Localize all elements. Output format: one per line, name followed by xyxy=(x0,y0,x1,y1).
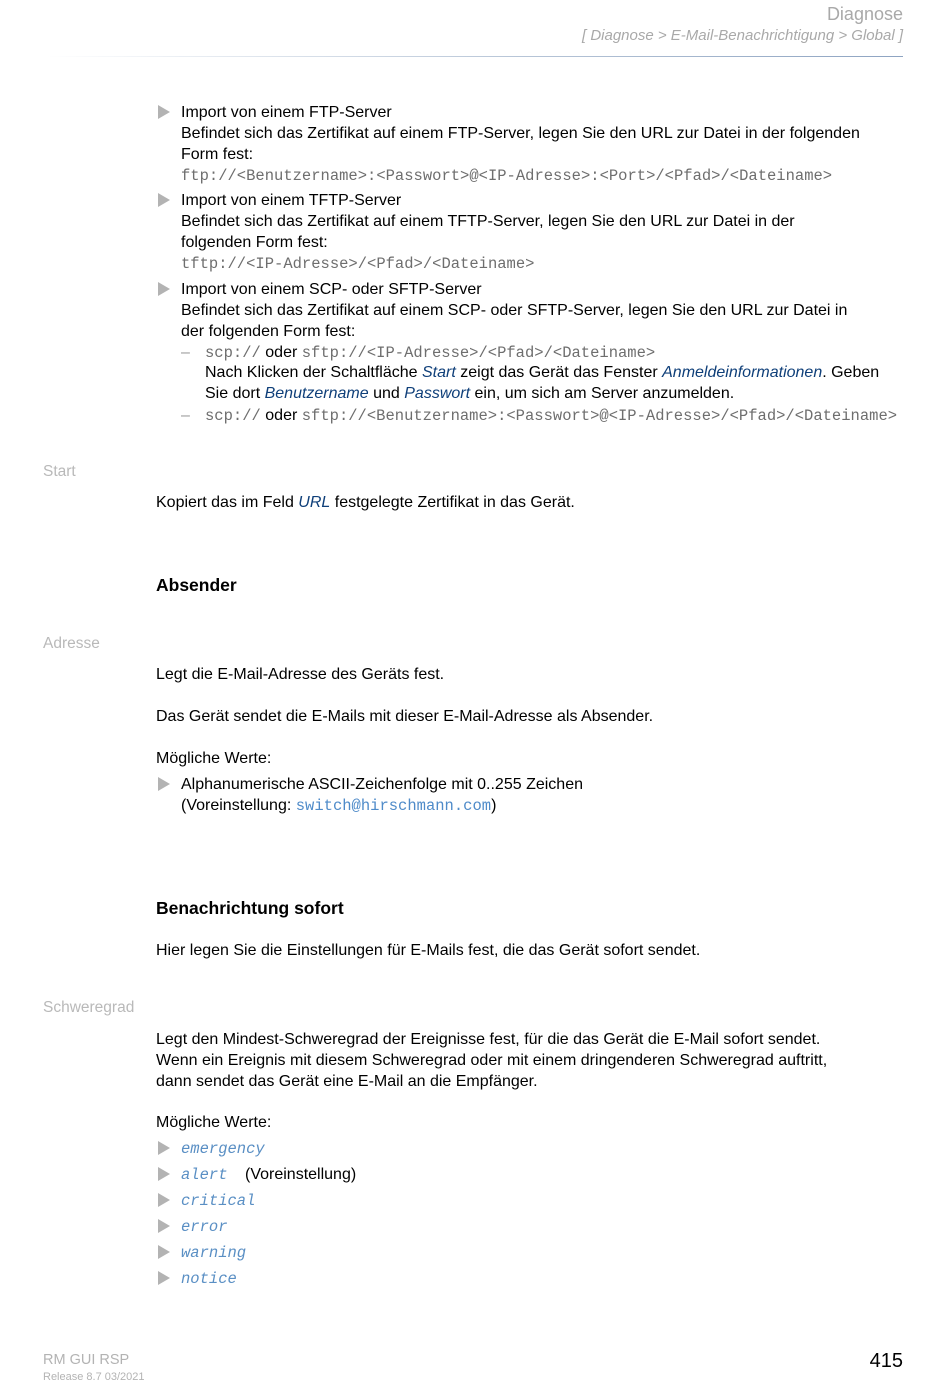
absender-heading: Absender xyxy=(156,575,237,595)
start-description: Kopiert das im Feld URL festgelegte Zertifikat in das Gerät. xyxy=(156,494,575,511)
footer-release: Release 8.7 03/2021 xyxy=(43,1371,145,1383)
ftp-desc-2: Form fest: xyxy=(181,146,254,163)
scp-title: Import von einem SCP- oder SFTP-Server xyxy=(181,281,482,298)
ftp-title: Import von einem FTP-Server xyxy=(181,104,392,121)
tftp-desc-2: folgenden Form fest: xyxy=(181,234,328,251)
ftp-code: ftp://<Benutzername>:<Passwort>@<IP-Adresse>:<Port>/<Pfad>/<Dateiname> xyxy=(181,167,833,185)
bullet-triangle-icon xyxy=(158,1193,170,1207)
tftp-title: Import von einem TFTP-Server xyxy=(181,192,402,209)
page-section-title: Diagnose xyxy=(826,4,903,24)
bullet-triangle-icon xyxy=(158,1167,170,1181)
bullet-triangle-icon xyxy=(158,777,170,791)
bullet-triangle-icon xyxy=(158,1219,170,1233)
adresse-p2: Das Gerät sendet die E-Mails mit dieser E-Mail-Adresse als Absender. xyxy=(156,708,654,725)
adresse-value-2: (Voreinstellung: switch@hirschmann.com) xyxy=(181,797,497,815)
severity-value: emergency xyxy=(181,1140,265,1158)
bullet-triangle-icon xyxy=(158,1245,170,1259)
bullet-triangle-icon xyxy=(158,282,170,296)
scp-protocol-code: scp:// xyxy=(205,344,261,362)
tftp-desc-1: Befindet sich das Zertifikat auf einem TFTP-Server, legen Sie den URL zur Datei in der xyxy=(181,213,795,230)
severity-value: notice xyxy=(181,1270,237,1288)
sftp-full-path-code: sftp://<Benutzername>:<Passwort>@<IP-Adresse>/<Pfad>/<Dateiname> xyxy=(301,407,898,425)
default-note: (Voreinstellung) xyxy=(245,1166,357,1183)
schweregrad-p1: Legt den Mindest-Schweregrad der Ereignisse fest, für die das Gerät die E-Mail sofort sendet. xyxy=(156,1031,821,1048)
page-number: 415 xyxy=(869,1350,903,1372)
schweregrad-p3: dann sendet das Gerät eine E-Mail an die Empfänger. xyxy=(156,1073,538,1090)
scp-sub1-note: Nach Klicken der Schaltfläche Start zeigt das Gerät das Fenster Anmeldeinformationen. Geben xyxy=(205,364,880,381)
dash-bullet: – xyxy=(181,344,190,361)
scp-protocol-code: scp:// xyxy=(205,407,261,425)
severity-value: alert xyxy=(181,1166,228,1184)
schweregrad-p2: Wenn ein Ereignis mit diesem Schweregrad oder mit einem dringenderen Schweregrad auftritt, xyxy=(156,1052,828,1069)
oder-text: oder xyxy=(265,344,298,361)
scp-desc-1: Befindet sich das Zertifikat auf einem SCP- oder SFTP-Server, legen Sie den URL zur Datei in xyxy=(181,302,848,319)
oder-text: oder xyxy=(265,407,298,424)
scp-sub2-code xyxy=(205,405,897,427)
start-button-ref: Start xyxy=(422,364,456,381)
sftp-path-code: sftp://<IP-Adresse>/<Pfad>/<Dateiname> xyxy=(301,344,656,362)
adresse-label: Adresse xyxy=(43,635,100,652)
bullet-triangle-icon xyxy=(158,1141,170,1155)
severity-value: critical xyxy=(181,1192,256,1210)
schweregrad-values-title: Mögliche Werte: xyxy=(156,1114,272,1131)
tftp-code: tftp://<IP-Adresse>/<Pfad>/<Dateiname> xyxy=(181,255,535,273)
footer-doc-title: RM GUI RSP xyxy=(43,1352,130,1368)
scp-sub1-note-2: Sie dort Benutzername und Passwort ein, um sich am Server anzumelden. xyxy=(205,385,735,402)
username-field-ref: Benutzername xyxy=(264,385,369,402)
severity-value: error xyxy=(181,1218,228,1236)
bullet-triangle-icon xyxy=(158,193,170,207)
scp-sub1-code xyxy=(205,342,655,364)
breadcrumb: [ Diagnose > E-Mail-Benachrichtigung > Global ] xyxy=(581,27,903,44)
bullet-triangle-icon xyxy=(158,1271,170,1285)
dash-bullet: – xyxy=(181,407,190,424)
adresse-values-title: Mögliche Werte: xyxy=(156,750,272,767)
header-divider xyxy=(47,56,903,57)
sofort-intro: Hier legen Sie die Einstellungen für E-Mails fest, die das Gerät sofort sendet. xyxy=(156,942,701,959)
start-label: Start xyxy=(43,463,76,480)
default-email-code: switch@hirschmann.com xyxy=(295,797,492,815)
adresse-value-1: Alphanumerische ASCII-Zeichenfolge mit 0..255 Zeichen xyxy=(181,776,583,793)
password-field-ref: Passwort xyxy=(404,385,471,402)
severity-value: warning xyxy=(181,1244,247,1262)
sofort-heading: Benachrichtung sofort xyxy=(156,898,344,918)
ftp-desc-1: Befindet sich das Zertifikat auf einem FTP-Server, legen Sie den URL zur Datei in der folgenden xyxy=(181,125,860,142)
adresse-p1: Legt die E-Mail-Adresse des Geräts fest. xyxy=(156,666,445,683)
schweregrad-label: Schweregrad xyxy=(43,999,135,1016)
url-field-ref: URL xyxy=(298,494,331,511)
scp-desc-2: der folgenden Form fest: xyxy=(181,323,356,340)
bullet-triangle-icon xyxy=(158,105,170,119)
credentials-window-ref: Anmeldeinformationen xyxy=(662,364,823,381)
